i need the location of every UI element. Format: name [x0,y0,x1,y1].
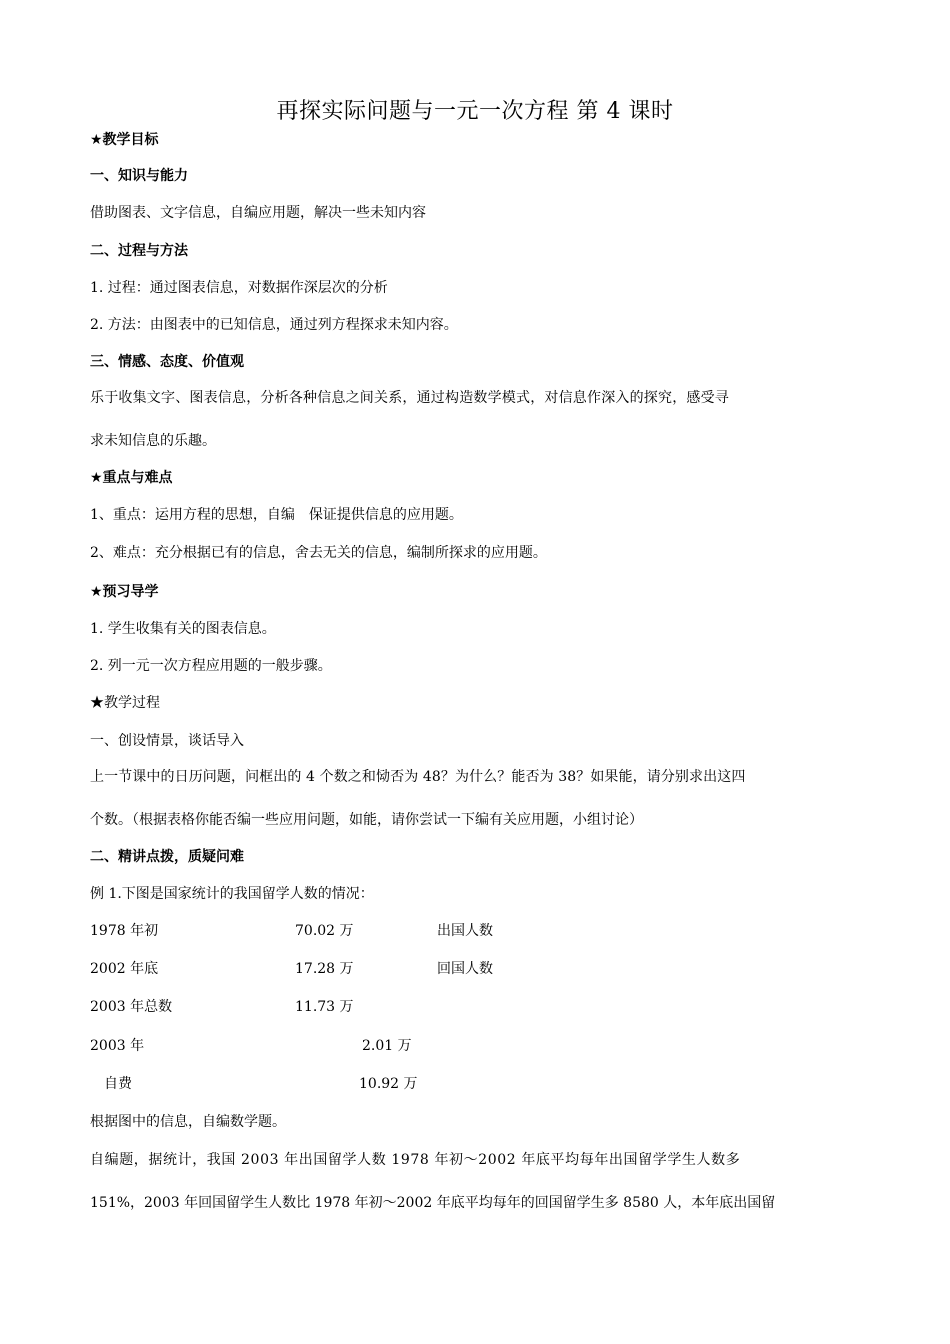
row-label: 2002 年底 [90,961,159,977]
section3-text-line1: 乐于收集文字、图表信息，分析各种信息之间关系，通过构造数学模式，对信息作深入的探究，感受寻 [90,390,729,406]
step2-heading: 二、精讲点拨，质疑问难 [90,849,244,865]
section1-text: 借助图表、文字信息，自编应用题，解决一些未知内容 [90,205,426,221]
row-label: 1978 年初 [90,923,159,939]
row-value: 2.01 万 [362,1038,412,1054]
section1-heading: 一、知识与能力 [90,168,188,184]
self-problem-line1: 自编题，据统计，我国 2003 年出国留学人数 1978 年初～2002 年底平均每年出国留学学生人数多 [90,1152,741,1168]
page-title: 再探实际问题与一元一次方程 第 4 课时 [276,99,674,124]
section2-item-1: 1. 过程：通过图表信息，对数据作深层次的分析 [90,280,388,296]
row-value: 11.73 万 [295,999,354,1015]
section3-text-line2: 求未知信息的乐趣。 [90,433,216,449]
process-heading: ★教学过程 [90,695,160,711]
preview-item-1: 1. 学生收集有关的图表信息。 [90,621,276,637]
table-row [90,1074,132,1094]
row-value: 10.92 万 [359,1076,418,1092]
table-row [90,1036,144,1056]
keypoints-heading: ★重点与难点 [90,470,173,486]
row-label: 2003 年总数 [90,999,173,1015]
row-note: 出国人数 [437,923,493,939]
section2-item-2: 2. 方法：由图表中的已知信息，通过列方程探求未知内容。 [90,317,458,333]
row-label: 2003 年 [90,1038,145,1054]
self-problem-line2: 151%，2003 年回国留学生人数比 1978 年初～2002 年底平均每年的回国留学生多 8580 人，本年底出国留 [90,1195,776,1211]
keypoint-1: 1、重点：运用方程的思想，自编 保证提供信息的应用题。 [90,507,463,523]
after-table-text: 根据图中的信息，自编数学题。 [90,1114,286,1130]
objectives-heading: ★教学目标 [90,132,159,148]
step1-text-line2: 个数。（根据表格你能否编一些应用问题，如能，请你尝试一下编有关应用题，小组讨论） [90,812,643,828]
row-label: 自费 [90,1076,132,1092]
section3-heading: 三、情感、态度、价值观 [90,354,244,370]
table-row [90,921,158,941]
table-row [90,959,158,979]
row-value: 70.02 万 [295,923,354,939]
row-value: 17.28 万 [295,961,354,977]
keypoint-2: 2、难点：充分根据已有的信息，舍去无关的信息，编制所探求的应用题。 [90,545,547,561]
step1-text-line1: 上一节课中的日历问题，问框出的 4 个数之和恸否为 48？为什么？能否为 38？如果能，请分别求出这四 [90,769,746,785]
row-note: 回国人数 [437,961,493,977]
section2-heading: 二、过程与方法 [90,243,188,259]
preview-item-2: 2. 列一元一次方程应用题的一般步骤。 [90,658,332,674]
step1-heading: 一、创设情景，谈话导入 [90,733,244,749]
preview-heading: ★预习导学 [90,584,159,600]
table-row [90,997,172,1017]
example-intro: 例 1.下图是国家统计的我国留学人数的情况： [90,886,374,902]
